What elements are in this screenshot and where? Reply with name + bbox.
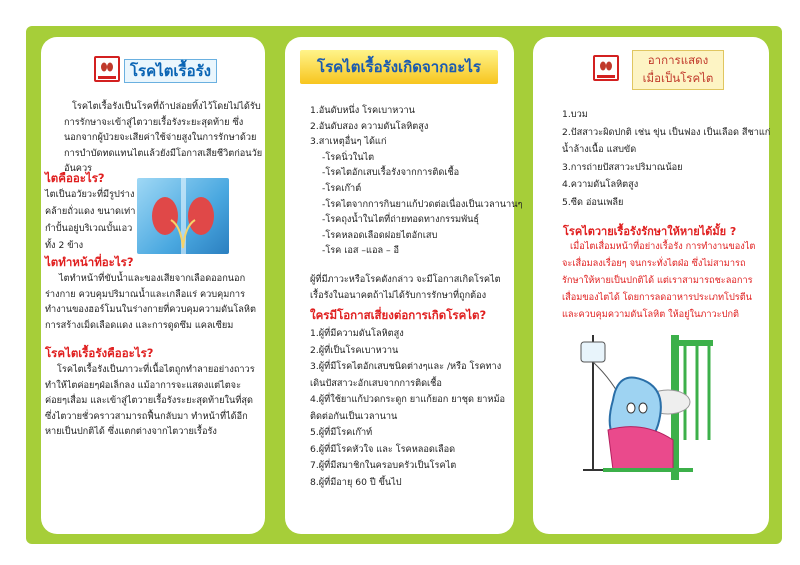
panel1-intro: โรคไตเรื้อรังเป็นโรคที่ถ้าปล่อยทิ้งไว้โดยไม่ได้รับการรักษาจะเข้าสู่ไตวายเรื้อรังระยะสุดท้าย ซึ่งนอกจากผู้ป่วยจะเสียค่าใช้จ่ายสูงในการรักษาด้วยการบำบัดทดแทนไตแล้วยังมีโอกาสเสียชีวิตก่อนวัยอันควร <box>64 101 263 174</box>
causes-banner: โรคไตเรื้อรังเกิดจากอะไร <box>300 50 498 84</box>
cause-item: 3.สาเหตุอื่นๆ ได้แก่ <box>310 136 387 148</box>
kidney-logo-icon <box>593 55 619 81</box>
symptom-item: 3.การถ่ายปัสสาวะปริมาณน้อย <box>562 161 683 173</box>
symptom-item: น้ำล้างเนื้อ แสบขัด <box>562 144 637 155</box>
cause-item: 2.อันดับสอง ความดันโลหิตสูง <box>310 120 429 132</box>
panel3-title-line1: อาการแสดง <box>647 53 709 67</box>
answer-what-is-kidney: ไตเป็นอวัยวะที่มีรูปร่างคล้ายถั่วแดง ขนาดเท่ากำปั้นอยู่บริเวณบั้นเอวทั้ง 2 ข้าง <box>45 189 136 251</box>
kidney-anatomy-image <box>137 178 229 254</box>
causes-note: ผู้ที่มีภาวะหรือโรคดังกล่าว จะมีโอกาสเกิดโรคไตเรื้อรังในอนาคตถ้าไม่ได้รับการรักษาที่ถูกต้อง <box>310 274 501 301</box>
cause-item: -โรคถุงน้ำในไตที่ถ่ายทอดทางกรรมพันธุ์ <box>322 214 480 226</box>
patient-in-bed-illustration <box>573 330 723 485</box>
symptom-item: 1.บวม <box>562 109 588 120</box>
answer-kidney-function: ไตทำหน้าที่ขับน้ำและของเสียจากเลือดออกนอกร่างกาย ควบคุมปริมาณน้ำและเกลือแร่ ควบคุมการทำงานของฮอร์โมนในร่างกายที่ควบคุมความดันโลหิต การสร้างเม็ดเลือดแดง และการดูดซึม แคลเซียม <box>45 273 256 331</box>
risk-item: 3.ผู้ที่มีโรคไตอักเสบชนิดต่างๆและ /หรือ โรคทางเดินปัสสาวะอักเสบจากการติดเชื้อ <box>310 361 502 389</box>
answer-chronic-kidney: โรคไตเรื้อรังเป็นภาวะที่เนื้อไตถูกทำลายอย่างถาวร ทำให้ไตค่อยๆฝ่อเล็กลง แม้อาการจะแสดงแต่ไตจะค่อยๆเสื่อม และเข้าสู่ไตวายเรื้อรังระยะสุดท้ายในที่สุด ซึ่งไตวายชั่วคราวสามารถฟื้นกลับมา ทำหน้าที่ได้อีก หายเป็นปกติได้ ซึ่งแตกต่างจากไตวายเรื้อรัง <box>45 364 255 437</box>
cause-item: -โรคไตจากการกินยาแก้ปวดต่อเนื่องเป็นเวลานานๆ <box>322 198 523 210</box>
risk-list <box>310 326 508 491</box>
heading-curable: โรคไตวายเรื้อรังรักษาให้หายได้มั้ย ? <box>563 225 737 238</box>
risk-item: 4.ผู้ที่ใช้ยาแก้ปวดกระดูก ยาแก้ยอก ยาชุด ยาหม้อติดต่อกันเป็นเวลานาน <box>310 394 506 422</box>
panel3-title-line2: เมื่อเป็นโรคไต <box>642 71 714 85</box>
kidney-logo-icon <box>94 56 120 82</box>
cause-item: 1.อันดับหนึ่ง โรคเบาหวาน <box>310 105 415 116</box>
panel3-title <box>632 50 724 90</box>
risk-item: 8.ผู้ที่มีอายุ 60 ปี ขึ้นไป <box>310 476 402 488</box>
cause-item: -โรค เอส –แอล – อี <box>322 245 400 257</box>
heading-risk-groups: ใครมีโอกาสเสี่ยงต่อการเกิดโรคไต? <box>310 308 487 322</box>
risk-item: 5.ผู้ที่มีโรคเก๊าท์ <box>310 427 373 438</box>
symptom-item: 2.ปัสสาวะผิดปกติ เช่น ขุ่น เป็นฟอง เป็นเลือด สีชาแก่ <box>562 126 771 138</box>
cause-item: -โรคนิ่วในไต <box>322 151 375 163</box>
symptoms-list <box>562 106 770 211</box>
heading-what-is-kidney: ไตคืออะไร? <box>45 171 105 185</box>
risk-item: 6.ผู้ที่มีโรคหัวใจ และ โรคหลอดเลือด <box>310 443 456 455</box>
symptom-item: 5.ซีด อ่อนเพลีย <box>562 196 624 208</box>
risk-item: 2.ผู้ที่เป็นโรคเบาหวาน <box>310 344 399 356</box>
cause-item: -โรคหลอดเลือดฝอยไตอักเสบ <box>322 229 438 241</box>
answer-curable: เมื่อไตเสื่อมหน้าที่อย่างเรื้อรัง การทำงานของไตจะเสื่อมลงเรื่อยๆ จนกระทั่งไตฝ่อ ซึ่งไม่สามารถรักษาให้หายเป็นปกติได้ แต่เราสามารถชะลอการเสื่อมของไตได้ โดยการลดอาหารประเภทโปรตีนและควบคุมความดันโลหิต ให้อยู่ในภาวะปกติ <box>562 241 756 320</box>
symptom-item: 4.ความดันโลหิตสูง <box>562 179 639 190</box>
causes-list <box>310 103 522 259</box>
risk-item: 7.ผู้ที่มีสมาชิกในครอบครัวเป็นโรคไต <box>310 460 457 471</box>
heading-chronic-kidney: โรคไตเรื้อรังคืออะไร? <box>45 346 154 360</box>
heading-kidney-function: ไตทำหน้าที่อะไร? <box>45 255 134 269</box>
cause-item: -โรคไตอักเสบเรื้อรังจากการติดเชื้อ <box>322 167 460 179</box>
risk-item: 1.ผู้ที่มีความดันโลหิตสูง <box>310 328 404 339</box>
cause-item: -โรคเก๊าต์ <box>322 182 362 194</box>
panel1-title: โรคไตเรื้อรัง <box>124 59 217 83</box>
